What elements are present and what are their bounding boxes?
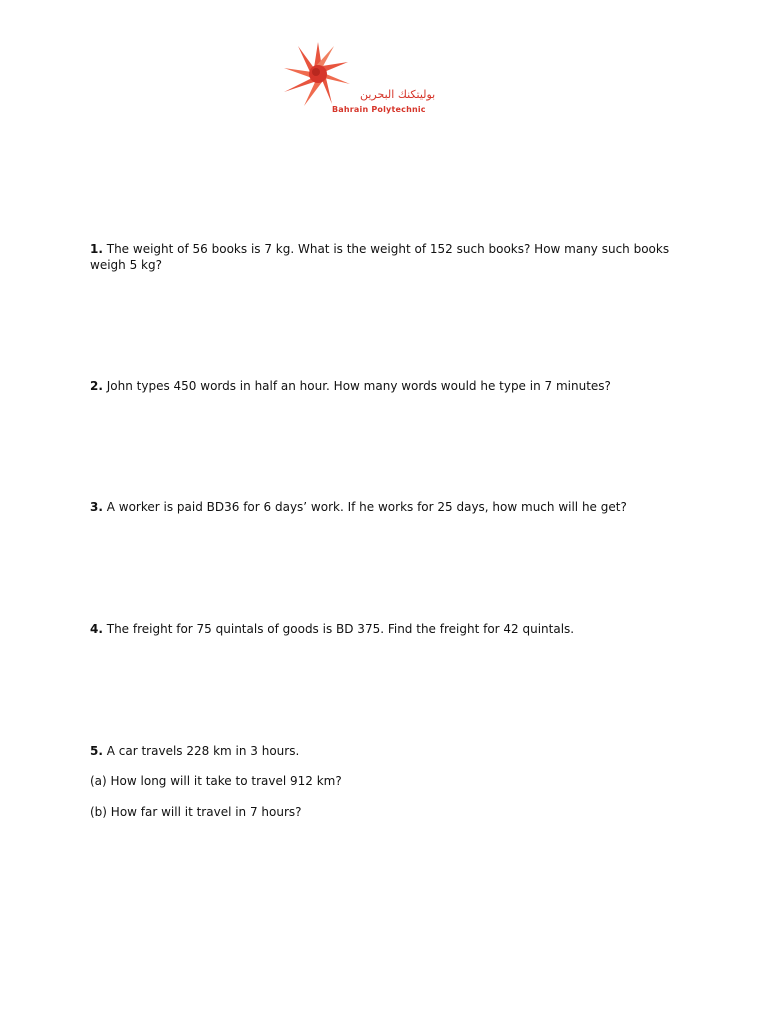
question-number: 1. [90, 242, 103, 256]
question-number: 3. [90, 500, 103, 514]
star-burst-icon [278, 38, 358, 110]
question-3 [90, 499, 690, 515]
question-number: 4. [90, 622, 103, 636]
question-number: 5. [90, 744, 103, 758]
question-text: The weight of 56 books is 7 kg. What is the weight of 152 such books? How many such books weigh 5 kg? [90, 242, 670, 272]
question-text: The freight for 75 quintals of goods is BD 375. Find the freight for 42 quintals. [106, 622, 575, 636]
question-text: John types 450 words in half an hour. How many words would he type in 7 minutes? [106, 379, 611, 393]
question-5-part-a: (a) How long will it take to travel 912 km? [90, 774, 342, 788]
bahrain-polytechnic-logo [278, 38, 448, 120]
question-text: A car travels 228 km in 3 hours. [106, 744, 300, 758]
question-2 [90, 378, 690, 394]
question-number: 2. [90, 379, 103, 393]
question-5 [90, 743, 690, 759]
logo-english-text: Bahrain Polytechnic [332, 105, 426, 114]
question-5-part-b: (b) How far will it travel in 7 hours? [90, 805, 302, 819]
question-4 [90, 621, 690, 637]
question-1 [90, 241, 690, 273]
logo-arabic-text: بوليتكنك البحرين [360, 88, 436, 101]
question-text: A worker is paid BD36 for 6 days’ work. If he works for 25 days, how much will he get? [106, 500, 627, 514]
